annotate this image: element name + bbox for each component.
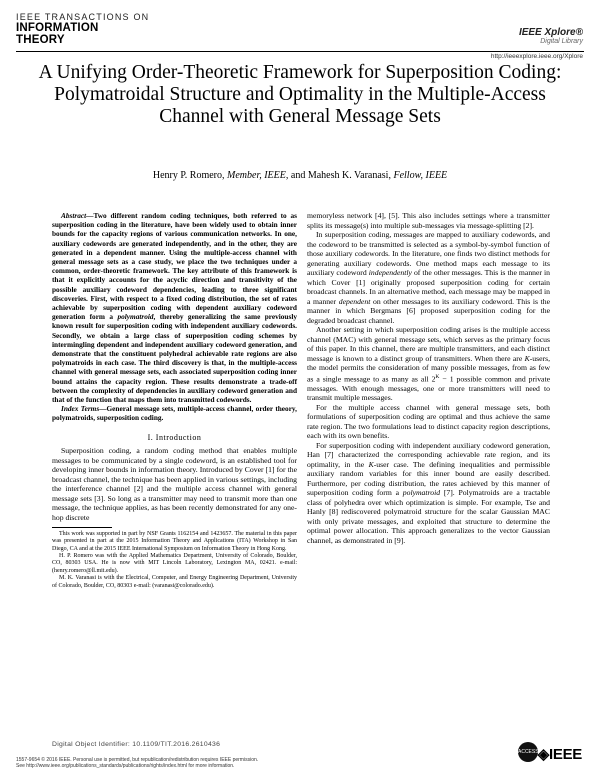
ieee-xplore-logo	[519, 27, 583, 45]
index-terms: Index Terms—General message sets, multiple-access channel, order theory, polymatroids, superposition coding.	[52, 404, 298, 423]
xplore-brand: IEEE Xplore®	[518, 27, 583, 38]
author-line	[30, 170, 570, 181]
footnote-author-2: M. K. Varanasi is with the Electrical, Computer, and Energy Engineering Department, University of Colorado, Boulder, CO, 80303 e-mail: (varanasi@colorado.edu).	[52, 575, 297, 589]
author-2-role: Fellow, IEEE	[393, 170, 448, 181]
right-column	[307, 211, 550, 545]
right-paragraph-2: Another setting in which superposition coding arises is the multiple access channel (MAC) with general message sets, which serves as the primary focus of this paper. In this channel, there are multiple transmitters, and each distinct message is known to a distinct group of transmitters. When there are K-users, the model permits the consideration of many possible messages, from as few as a single message to as many as all $2^K - 1$ possible common and private messages. With enough messages, one or more transmitters will need to transmit multiple messages.	[307, 325, 550, 403]
right-paragraph-1: In superposition coding, messages are mapped to auxiliary codewords, and the codeword to be transmitted is selected as a symbol-by-symbol function of those auxiliary codewords. In the literature, one finds two distinct methods for generating auxiliary codewords. One method maps each message to its auxiliary codeword independently of the other messages. This is the manner in which Cover [1] originally proposed superposition coding for certain broadcast channels. In an alternative method, each message may be mapped in a manner dependent on other messages to its auxiliary codeword. This is the manner in which Bergmans [6] proposed superposition coding for the degraded broadcast channel.	[307, 230, 551, 325]
author-1-role: Member, IEEE,	[227, 170, 289, 181]
access-badge-icon: ACCESS	[518, 742, 538, 762]
author-2: and Mahesh K. Varanasi,	[290, 170, 391, 181]
section-heading-intro: I. Introduction	[147, 432, 202, 442]
right-paragraph-0: memoryless network [4], [5]. This also includes settings where a transmitter splits its message(s) into multiple sub-messages via message-splitting [2].	[307, 211, 550, 230]
footnote-author-1: H. P. Romero was with the Applied Mathematics Department, University of Colorado, Boulder, CO, 80303 USA. He is now with MIT Lincoln Laboratory, Lexington MA, 02421. e-mail: (henry.romero@ll.mit.edu).	[52, 552, 297, 574]
xplore-subtitle: Digital Library	[540, 38, 583, 45]
index-terms-label: Index Terms	[61, 404, 100, 414]
author-1: Henry P. Romero,	[152, 170, 225, 181]
xplore-url[interactable]: http://ieeexplore.ieee.org/Xplore	[490, 53, 583, 60]
header-rule	[16, 51, 584, 52]
right-paragraph-3: For the multiple access channel with general message sets, both formulations of superposition coding are optimal and thus achieve the same rate region. The two formulations lead to distinct capacity region descriptions, each with its own benefits.	[307, 402, 550, 441]
right-paragraph-4: For superposition coding with independent auxiliary codeword generation, Han [7] characterized the corresponding achievable rate region, and its optimality, in the K-user case. The defining inequalities and permissible auxiliary random variables for this inner bound are easily described. Furthermore, per coding distribution, the rates achieved by this manner of superposition coding form a polymatroid [7]. Polymatroids are a tractable class of polyhedra over which optimization is simple. For example, Tse and Hanly [8] rediscovered polymatroid structure for the scalar Gaussian MAC with only private messages, and exploited that structure to determine the optimal power allocation. This approach generalizes to the vector Gaussian channel, as demonstrated in [9].	[307, 440, 550, 545]
abstract: Abstract—Two different random coding techniques, both referred to as superposition coding in the literature, have been widely used to obtain inner bounds for the capacity regions of various communication networks. In one, auxiliary codewords are generated independently, and in the other, they are generated in a dependent manner. Using the multiple-access channel with general message sets as a case study, we place the two techniques under a common, order-theoretic framework. The key attribute of this framework is that it explicitly accounts for the acyclic direction and transitivity of the possible auxiliary codeword dependencies, leading to three significant discoveries. First, with respect to a fixed coding distribution, the set of rates achievable by superposition coding with dependent auxiliary codeword generation form a polymatroid, thereby generalizing the same previously known result for superposition coding with independent auxiliary codewords. Secondly, we obtain a large class of superposition coding schemes by intermingling dependent and independent auxiliary codeword generation, and demonstrate that the constituent polyhedral achievable rate regions are also polymatroids in each case. The third discovery is that, in the multiple-access channel with general message sets, each associated superposition coding inner bound attains the capacity region. These results demonstrate a trade-off between the complexity of dependencies in auxiliary codeword generation and that of the function that maps them into transmitted codewords.	[52, 211, 298, 405]
journal-name-line-2: THEORY	[16, 34, 65, 46]
journal-name	[16, 22, 98, 46]
paper-title: A Unifying Order-Theoretic Framework for Superposition Coding: Polymatroidal Structure and Optimality in the Multiple-Access Channel with General Message Sets	[38, 62, 562, 127]
abstract-label: Abstract	[61, 211, 87, 220]
footnote-funding: This work was supported in part by NSF Grants 1162154 and 1423657. The material in this paper was presented in part at the 2015 Information Theory and Applications (ITA) Workshop in San Diego, CA and at the 2015 IEEE International Symposium on Information Theory in Hong Kong.	[52, 530, 297, 552]
copyright-notice	[16, 757, 446, 770]
journal-name-line-1: INFORMATION	[16, 22, 99, 34]
footnote-rule	[52, 527, 112, 528]
abstract-emph: polymatroid	[117, 312, 154, 322]
footnotes	[52, 531, 297, 590]
intro-paragraph: Superposition coding, a random coding method that enables multiple messages to be communicated by a single codeword, is an established tool for developing inner bounds in information theory. Introduced by Cover [1] for the broadcast channel, the technique has been applied in various settings, including the interference channel [2] and the multiple access channel with general message sets [3]. So long as a transmitter may need to transmit more than one message, the technique applies, as has been recently demonstrated for any one-hop discrete	[52, 446, 297, 522]
journal-series: IEEE TRANSACTIONS ON	[16, 12, 150, 22]
ieee-logo: ◈IEEE	[537, 746, 582, 763]
rights-link[interactable]: See http://www.ieee.org/publications_standards/publications/rights/index.html for more information.	[16, 763, 235, 770]
doi[interactable]: Digital Object Identifier: 10.1109/TIT.2016.2610436	[52, 741, 221, 748]
left-column	[52, 211, 297, 590]
copyright-line: 1557-9654 © 2016 IEEE. Personal use is permitted, but republication/redistribution requires IEEE permission.	[16, 757, 259, 763]
